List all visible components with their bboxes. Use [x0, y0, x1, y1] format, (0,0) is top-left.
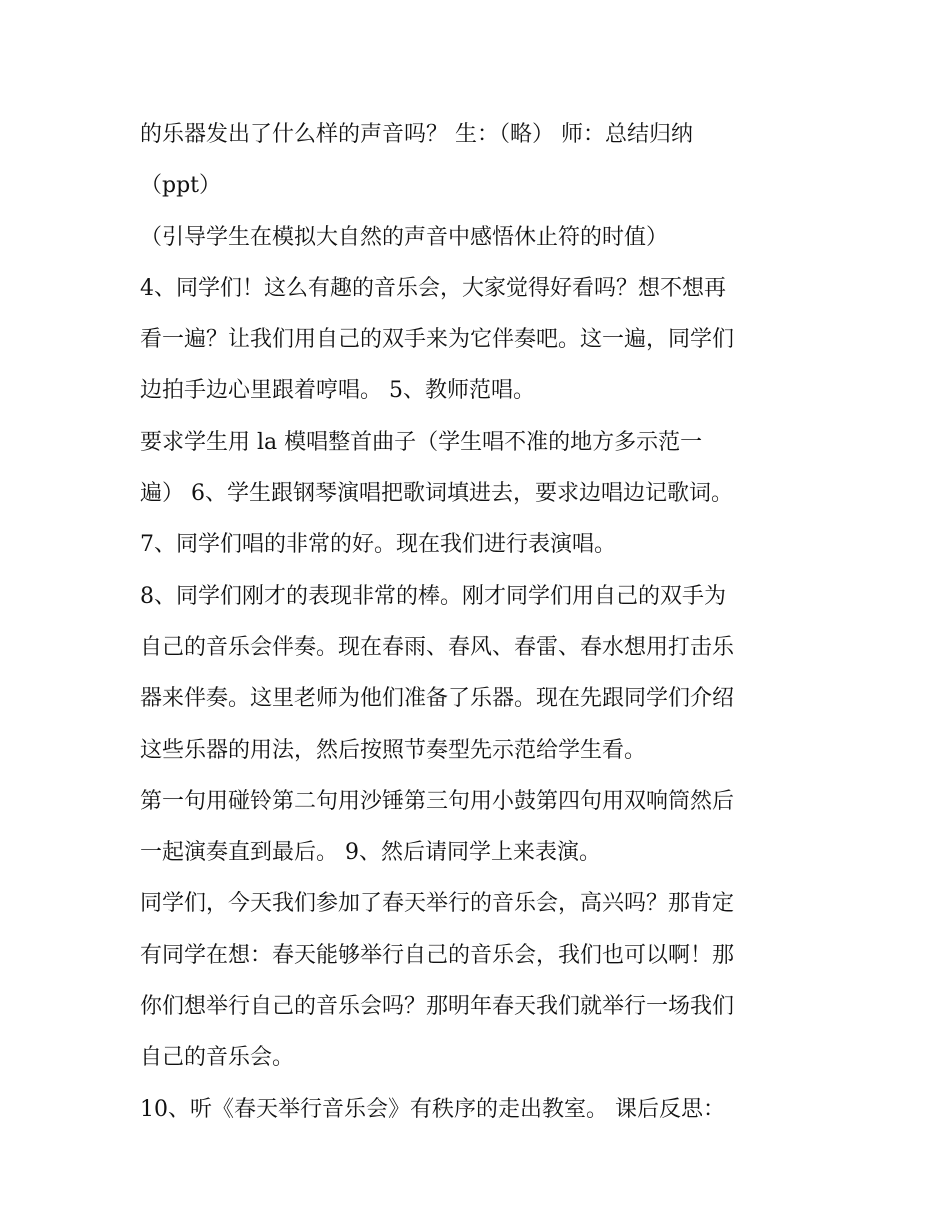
text-line: （ppt）: [140, 173, 222, 199]
text-line: 7、同学们唱的非常的好。现在我们进行表演唱。: [140, 532, 616, 558]
text-line: 4、同学们！这么有趣的音乐会，大家觉得好看吗？想不想再: [140, 275, 726, 301]
text-line: 同学们，今天我们参加了春天举行的音乐会，高兴吗？那肯定: [140, 891, 735, 917]
text-line: 这些乐器的用法，然后按照节奏型先示范给学生看。: [140, 737, 647, 763]
text-line: 自己的音乐会。: [140, 1045, 295, 1071]
text-line: 你们想举行自己的音乐会吗？那明年春天我们就举行一场我们: [140, 994, 735, 1020]
text-line: 器来伴奏。这里老师为他们准备了乐器。现在先跟同学们介绍: [140, 686, 735, 712]
text-line: 有同学在想：春天能够举行自己的音乐会，我们也可以啊！那: [140, 942, 735, 968]
text-line: 的乐器发出了什么样的声音吗？ 生：（略） 师：总结归纳: [140, 122, 693, 147]
text-line: 遍） 6、学生跟钢琴演唱把歌词填进去，要求边唱边记歌词。: [140, 481, 733, 507]
text-line: 第一句用碰铃第二句用沙锤第三句用小鼓第四句用双响筒然后: [140, 788, 735, 814]
text-line: 10、听《春天举行音乐会》有秩序的走出教室。 课后反思：: [140, 1096, 725, 1122]
document-body: [140, 109, 830, 1135]
text-line: 要求学生用 la 模唱整首曲子（学生唱不准的地方多示范一: [140, 429, 703, 455]
text-line: 一起演奏直到最后。 9、然后请同学上来表演。: [140, 840, 601, 866]
text-line: 看一遍？让我们用自己的双手来为它伴奏吧。这一遍，同学们: [140, 327, 735, 353]
text-line: 边拍手边心里跟着哼唱。 5、教师范唱。: [140, 378, 535, 404]
text-line: （引导学生在模拟大自然的声音中感悟休止符的时值）: [140, 224, 669, 250]
text-line: 8、同学们刚才的表现非常的棒。刚才同学们用自己的双手为: [140, 583, 726, 609]
text-line: 自己的音乐会伴奏。现在春雨、春风、春雷、春水想用打击乐: [140, 634, 735, 660]
